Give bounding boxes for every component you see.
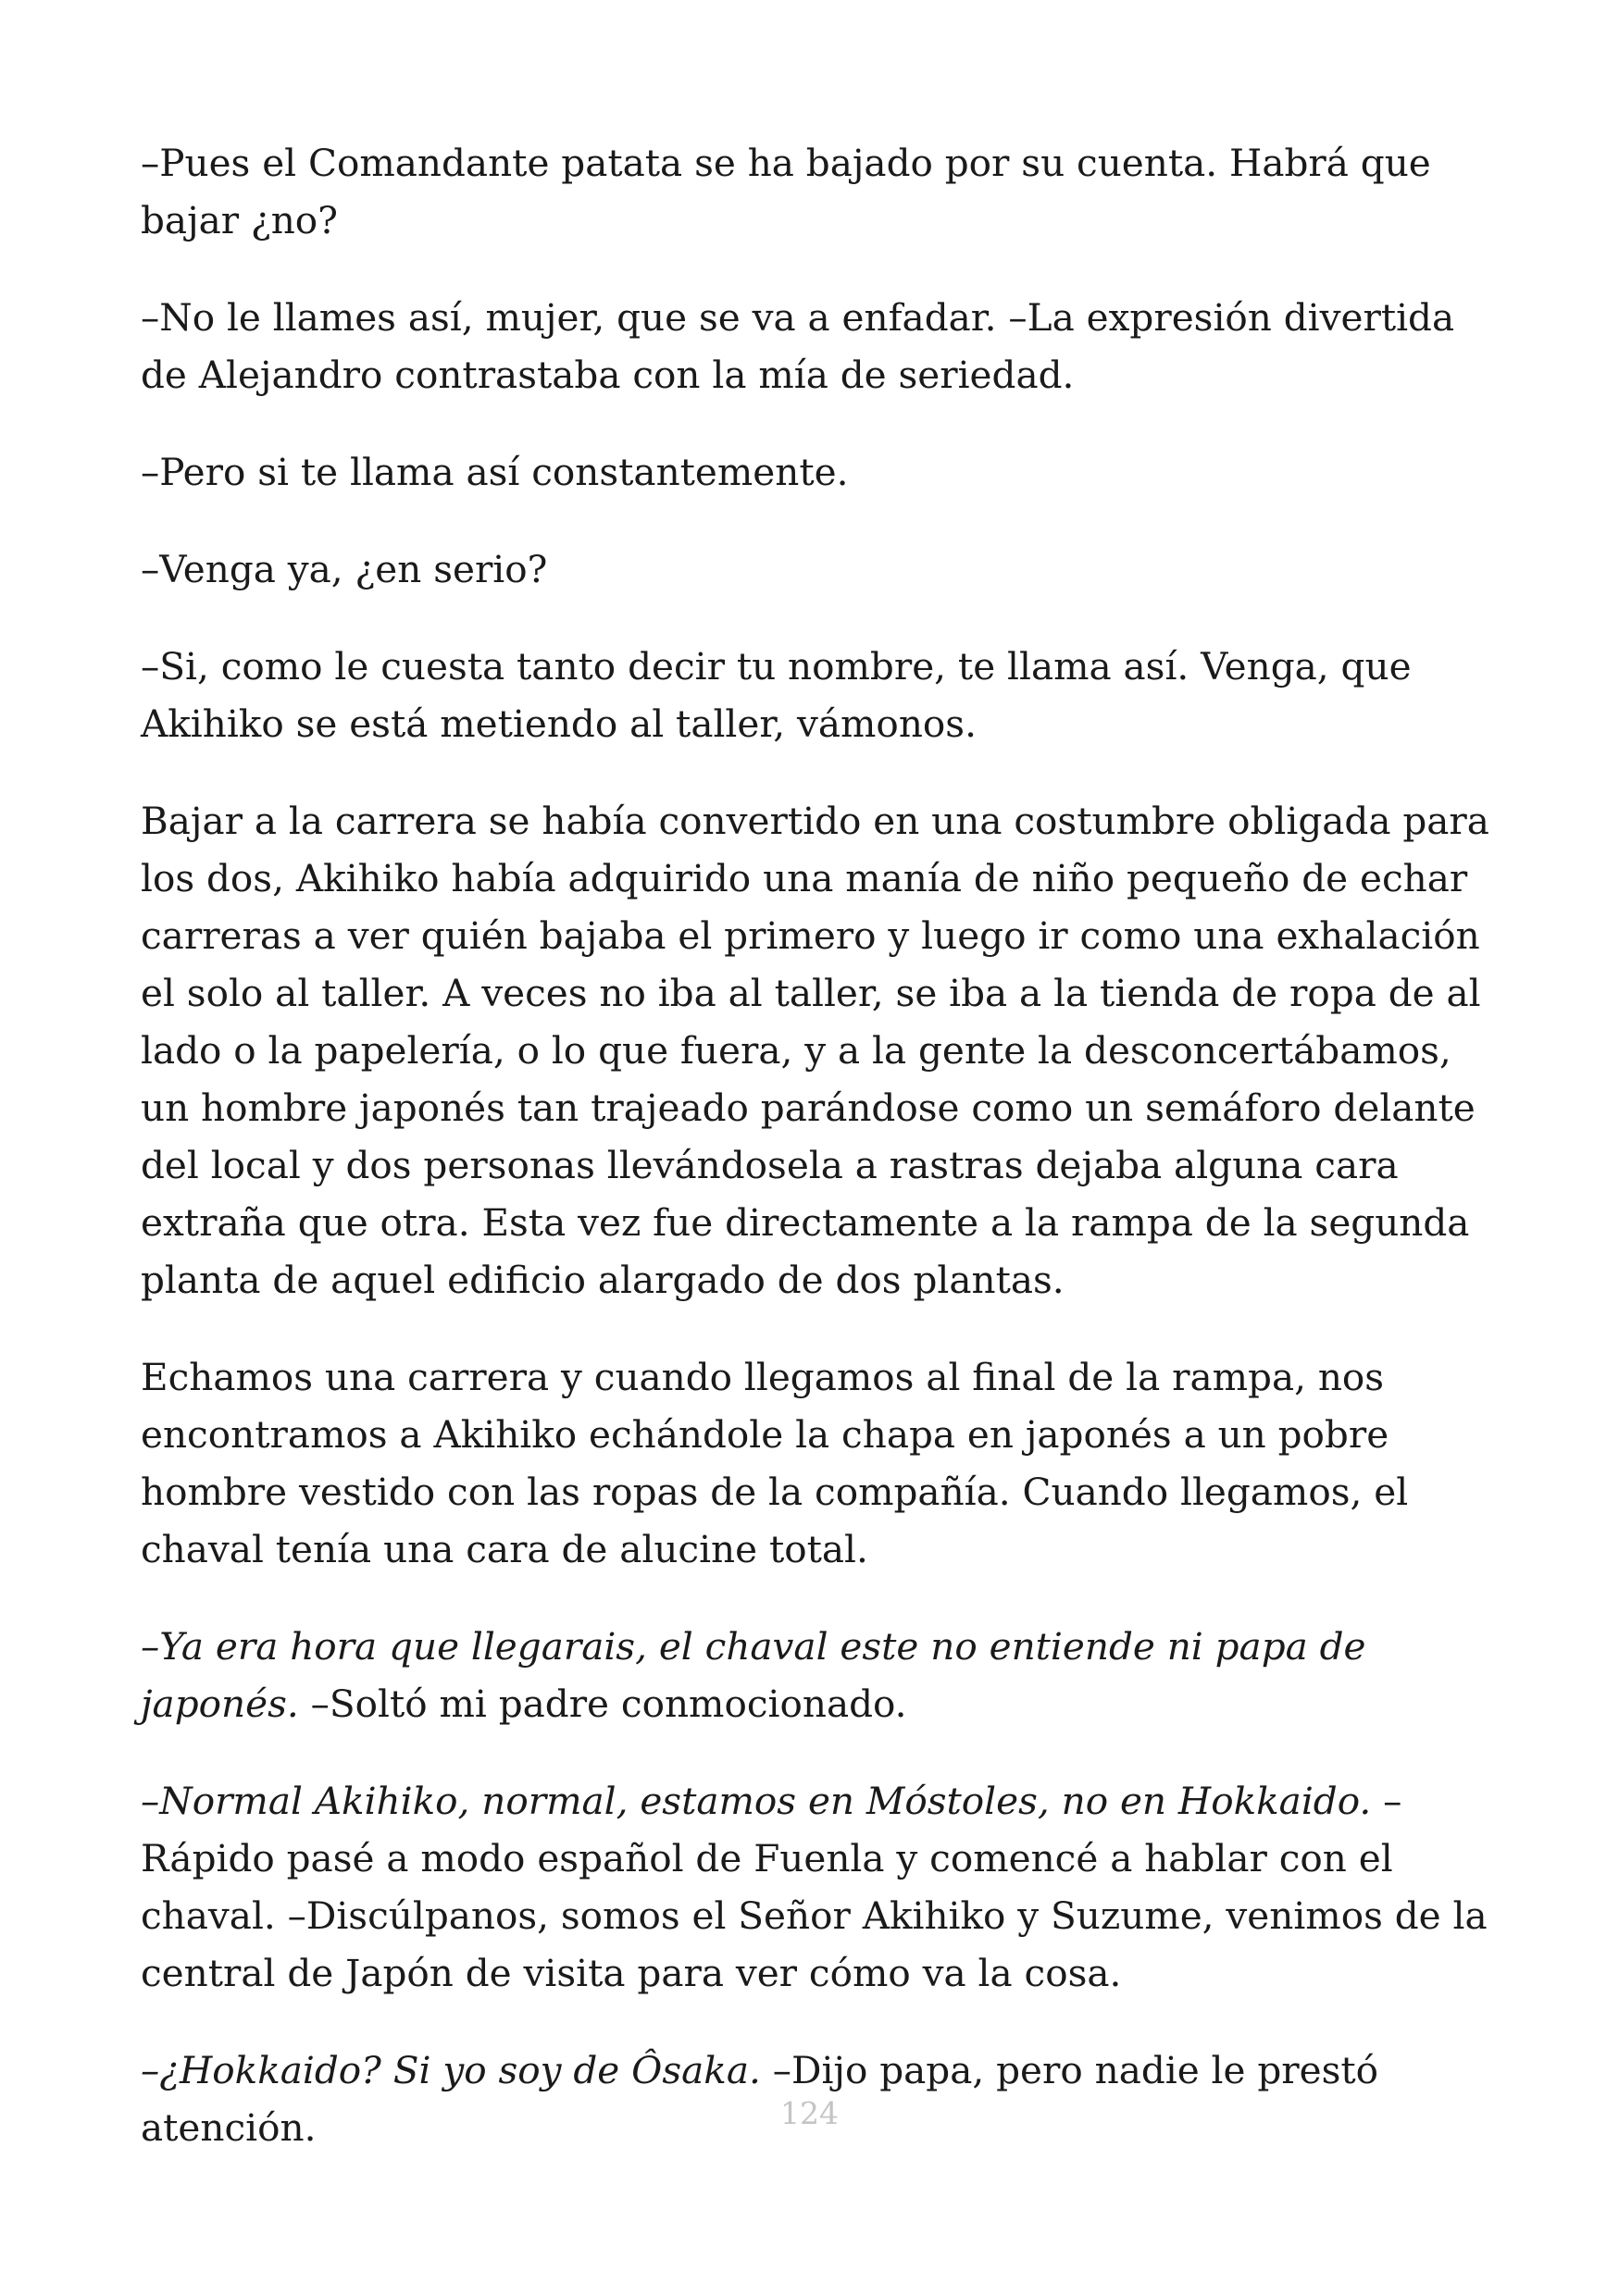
paragraph-8 — [141, 1618, 1492, 1732]
paragraph-9-dialogue: –Normal Akihiko, normal, estamos en Móstoles, no en Hokkaido. — [141, 1779, 1372, 1823]
paragraph-7: Echamos una carrera y cuando llegamos al final de la rampa, nos encontramos a Akihiko echándole la chapa en japonés a un pobre hombre vestido con las ropas de la compañía. Cuando llegamos, el chaval tenía una cara de alucine total. — [141, 1355, 1409, 1571]
paragraph-9-narration: –Rápido pasé a modo español de Fuenla y comencé a hablar con el chaval. –Discúlpanos, somos el Señor Akihiko y Suzume, venimos de la central de Japón de visita para ver cómo va la cosa. — [141, 1779, 1488, 1995]
paragraph-10-dialogue: –¿Hokkaido? Si yo soy de Ôsaka. — [141, 2048, 761, 2092]
paragraph-2: –No le llames así, mujer, que se va a enfadar. –La expresión divertida de Alejandro contrastaba con la mía de seriedad. — [141, 295, 1455, 397]
page-body — [141, 134, 1492, 2196]
paragraph-8-dialogue: –Ya era hora que llegarais, el chaval este no entiende ni papa de japonés. — [141, 1624, 1366, 1726]
paragraph-10-narration: –Dijo papa, pero nadie le prestó atención. — [141, 2048, 1379, 2150]
paragraph-4: –Venga ya, ¿en serio? — [141, 547, 548, 591]
paragraph-3: –Pero si te llama así constantemente. — [141, 450, 849, 494]
paragraph-8-narration: –Soltó mi padre conmocionado. — [298, 1682, 907, 1726]
paragraph-1: –Pues el Comandante patata se ha bajado por su cuenta. Habrá que bajar ¿no? — [141, 141, 1431, 242]
page-number: 124 — [780, 2095, 839, 2131]
paragraph-9 — [141, 1772, 1492, 2002]
paragraph-5: –Si, como le cuesta tanto decir tu nombre, te llama así. Venga, que Akihiko se está metiendo al taller, vámonos. — [141, 644, 1412, 746]
paragraph-6: Bajar a la carrera se había convertido en una costumbre obligada para los dos, Akihiko había adquirido una manía de niño pequeño de echar carreras a ver quién bajaba el primero y luego ir como una exhalación el solo al taller. A veces no iba al taller, se iba a la tienda de ropa de al lado o la papelería, o lo que fuera, y a la gente la desconcertábamos, un hombre japonés tan trajeado parándose como un semáforo delante del local y dos personas llevándosela a rastras dejaba alguna cara extraña que otra. Esta vez fue directamente a la rampa de la segunda planta de aquel edificio alargado de dos plantas. — [141, 799, 1489, 1302]
